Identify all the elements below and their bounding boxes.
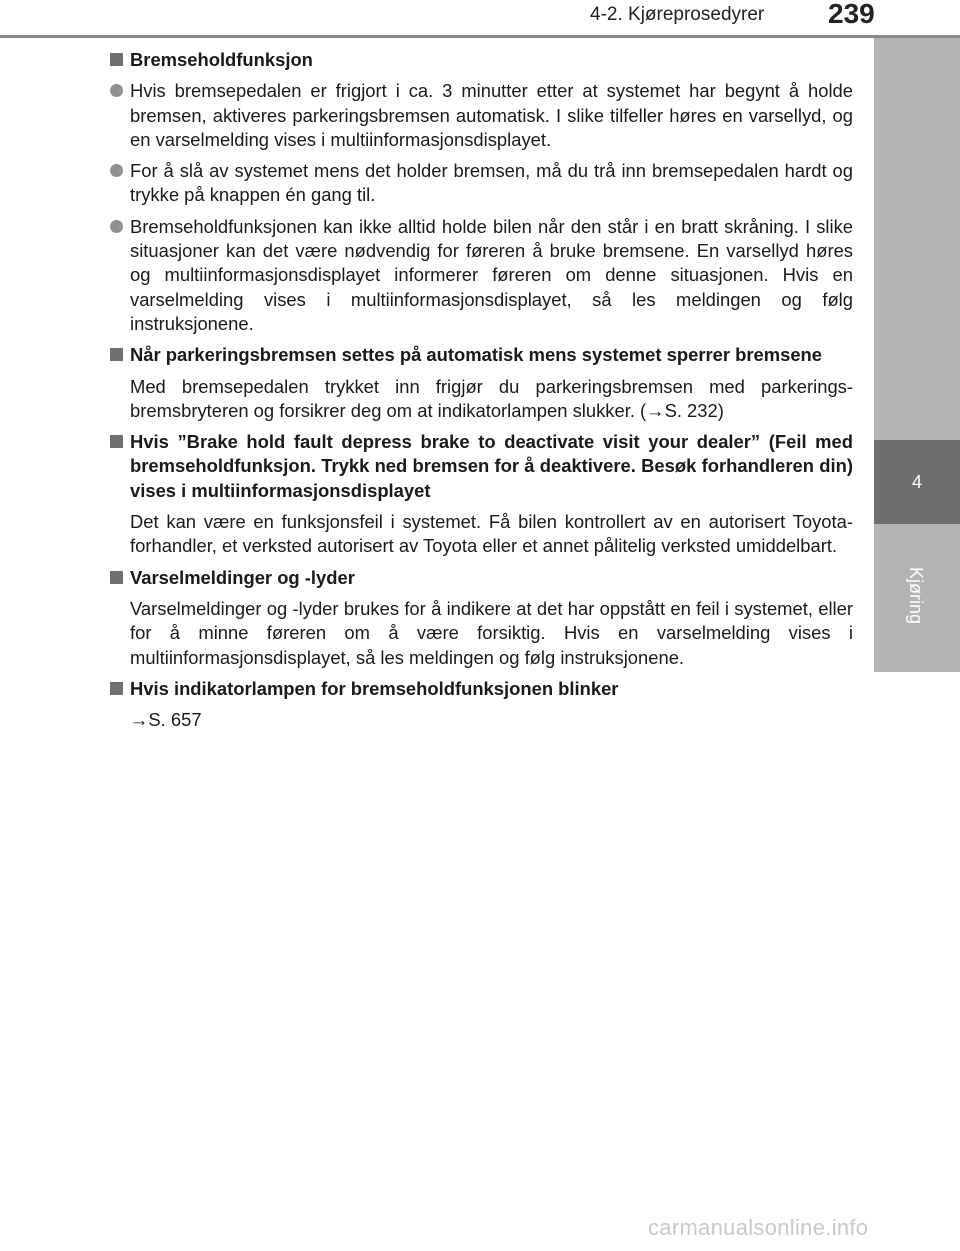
page-header — [0, 0, 960, 40]
chapter-title: Kjøring — [906, 566, 927, 624]
bullet-text: Hvis bremsepedalen er frigjort i ca. 3 minutter etter at systemet har begynt å holde bremsen, aktiveres parkeringsbremsen automatisk. I slike tilfeller høres en varsellyd, og en varselmelding vises i multiinformasjonsdisplayet. — [130, 80, 853, 150]
heading-text: Hvis indikatorlampen for bremseholdfunksjonen blinker — [130, 677, 619, 699]
paragraph: Varselmeldinger og -lyder brukes for å indikere at det har oppstått en feil i systemet, eller for å minne føreren om å være forsiktig. Hvis en varselmelding vises i multiinformasjonsdisplayet, så les meldingen og følg instruksjonene. — [130, 597, 853, 668]
page-reference: →S. 657 — [130, 709, 202, 731]
header-rule — [0, 35, 960, 38]
paragraph: Det kan være en funksjonsfeil i systemet. Få bilen kontrollert av en autorisert Toyota-forhandler, et verksted autorisert av Toyota eller et annet pålitelig verksted umiddelbart. — [130, 511, 853, 557]
chapter-number-box — [874, 440, 960, 524]
watermark-text: carmanualsonline.info — [648, 1215, 869, 1240]
heading-text: Hvis ”Brake hold fault depress brake to deactivate visit your dealer” (Feil med bremseholdfunksjon. Trykk ned bremsen for å deaktivere. Besøk forhandleren din) vises i multiinformasjonsdisplayet — [130, 431, 853, 501]
square-bullet-icon — [110, 571, 123, 584]
square-bullet-icon — [110, 682, 123, 695]
section-title: 4-2. Kjøreprosedyrer — [590, 4, 765, 25]
section-heading-parking-brake — [108, 343, 853, 367]
circle-bullet-icon — [110, 164, 123, 177]
page-number: 239 — [828, 0, 875, 29]
square-bullet-icon — [110, 348, 123, 361]
circle-bullet-icon — [110, 84, 123, 97]
heading-text: Når parkeringsbremsen settes på automatisk mens systemet sperrer bremsene — [130, 344, 823, 366]
heading-text: Varselmeldinger og -lyder — [130, 566, 355, 588]
bullet-item — [108, 215, 853, 336]
bullet-item — [108, 79, 853, 152]
page-content — [108, 48, 853, 739]
square-bullet-icon — [110, 53, 123, 66]
heading-text: Bremseholdfunksjon — [130, 49, 313, 70]
circle-bullet-icon — [110, 220, 123, 233]
square-bullet-icon — [110, 435, 123, 448]
chapter-label-wrap — [876, 555, 956, 635]
section-heading-fault-message — [108, 430, 853, 503]
paragraph: Med bremsepedalen trykket inn frigjør du parkeringsbremsen med parkeringsbremsbryteren og forsikrer deg om at indikatorlampen slukker. (→S. 232) — [130, 375, 853, 421]
bullet-text: For å slå av systemet mens det holder bremsen, må du trå inn bremsepedalen hardt og trykke på knappen én gang til. — [130, 160, 853, 206]
section-heading-brake-hold — [108, 48, 853, 72]
bullet-text: Bremseholdfunksjonen kan ikke alltid holde bilen når den står i en bratt skråning. I slike situasjoner kan det være nødvendig for føreren å bruke bremsene. En varsellyd høres og multiinformasjonsdisplayet informerer føreren om denne situasjonen. Hvis en varselmelding vises i multiinformasjonsdisplayet, så les meldingen og følg instruksjonene. — [130, 215, 853, 334]
bullet-item — [108, 159, 853, 208]
chapter-number: 4 — [911, 471, 922, 492]
section-heading-warnings — [108, 566, 853, 590]
section-heading-indicator-blinks — [108, 677, 853, 701]
